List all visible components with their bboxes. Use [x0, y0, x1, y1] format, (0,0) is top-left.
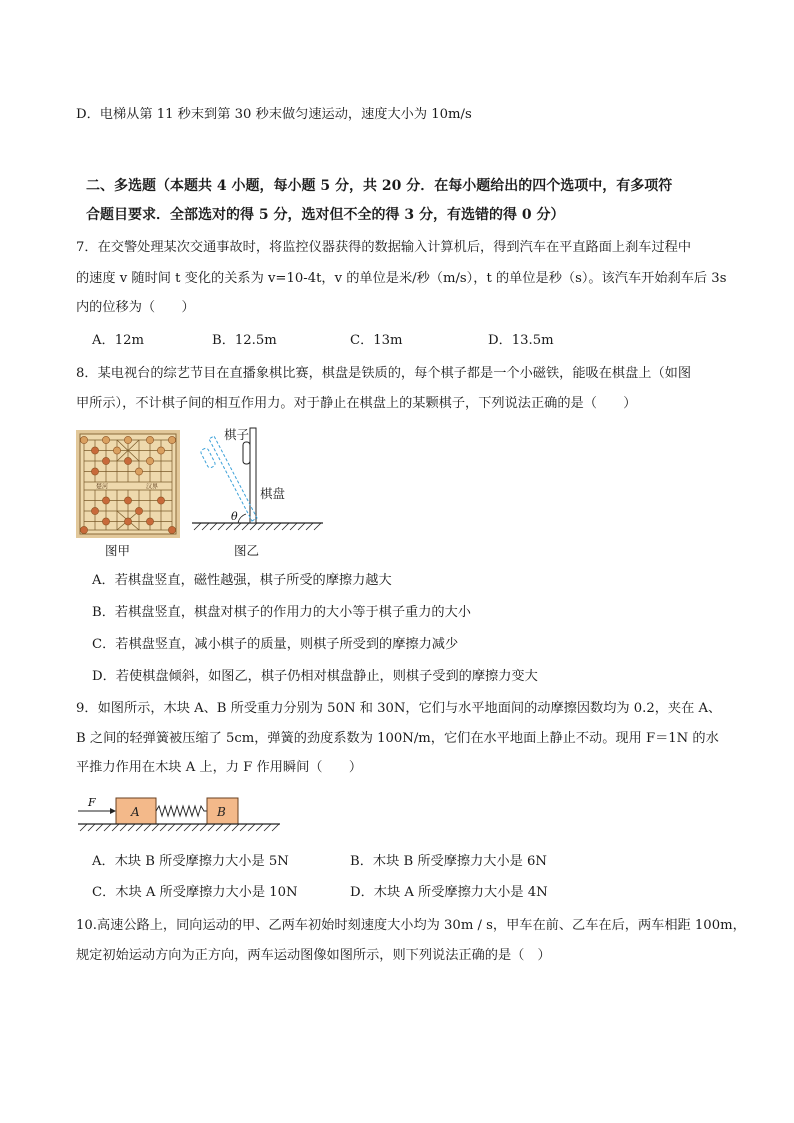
section2-title-line2: 合题目要求．全部选对的得 5 分，选对但不全的得 3 分，有选错的得 0 分）	[86, 207, 565, 223]
q9-option-c: C．木块 A 所受摩擦力大小是 10N	[92, 885, 298, 900]
section2-title-line1: 二、多选题（本题共 4 小题，每小题 5 分，共 20 分．在每小题给出的四个选项中，有多项符	[86, 178, 673, 194]
chessboard-image	[76, 430, 180, 538]
spring	[156, 806, 207, 816]
floor-hatching	[80, 824, 279, 831]
force-arrow-head	[110, 808, 116, 814]
ground-hatching	[194, 523, 321, 530]
force-label: F	[88, 796, 96, 809]
q8-stem-line2: 甲所示），不计棋子间的相互作用力。对于静止在棋盘上的某颗棋子，下列说法正确的是（ ）	[76, 396, 637, 411]
tilted-board-figure	[190, 424, 335, 540]
q10-stem-line2: 规定初始运动方向为正方向，两车运动图像如图所示，则下列说法正确的是（ ）	[76, 948, 551, 963]
q7-stem-line2: 的速度 v 随时间 t 变化的关系为 v=10-4t，v 的单位是米/秒（m/s），t 的单位是秒（s）。该汽车开始刹车后 3s	[76, 271, 727, 286]
block-b-label: B	[217, 805, 226, 819]
fig-a-caption: 图甲	[105, 543, 131, 558]
q8-stem-line1: 8．某电视台的综艺节目在直播象棋比赛，棋盘是铁质的，每个棋子都是一个小磁铁，能吸在棋盘上（如图	[76, 366, 692, 381]
label-piece: 棋子	[224, 427, 250, 442]
q9-option-a: A．木块 B 所受摩擦力大小是 5N	[92, 854, 289, 869]
q8-option-c: C．若棋盘竖直，减小棋子的质量，则棋子所受到的摩擦力减少	[92, 637, 459, 652]
q8-option-b: B．若棋盘竖直，棋盘对棋子的作用力的大小等于棋子重力的大小	[92, 605, 471, 620]
q6-option-d: D．电梯从第 11 秒末到第 30 秒末做匀速运动，速度大小为 10m/s	[76, 107, 472, 122]
tilted-board-diagram	[190, 424, 335, 540]
q9-stem-line1: 9．如图所示，木块 A、B 所受重力分别为 50N 和 30N，它们与水平地面间的动摩擦因数均为 0.2，夹在 A、	[76, 701, 722, 716]
q7-option-b: B．12.5m	[212, 333, 277, 348]
q9-option-b: B．木块 B 所受摩擦力大小是 6N	[350, 854, 547, 869]
q10-stem-line1: 10.高速公路上，同向运动的甲、乙两车初始时刻速度大小均为 30m / s，甲车在前、乙车在后，两车相距 100m，	[76, 918, 746, 933]
vertical-board	[250, 428, 256, 523]
board-river-right: 汉界	[146, 483, 159, 491]
q7-stem-line1: 7．在交警处理某次交通事故时，将监控仪器获得的数据输入计算机后，得到汽车在平直路面上刹车过程中	[76, 240, 692, 255]
block-a-label: A	[131, 805, 140, 819]
angle-arc	[238, 514, 246, 523]
q9-stem-line2: B 之间的轻弹簧被压缩了 5cm，弹簧的劲度系数为 100N/m，它们在水平地面上静止不动。现用 F＝1N 的水	[76, 731, 719, 746]
chess-piece	[243, 442, 250, 464]
label-board: 棋盘	[260, 486, 286, 501]
blocks-spring-diagram	[76, 792, 282, 832]
q7-stem-line3: 内的位移为（ ）	[76, 300, 195, 315]
q8-option-a: A．若棋盘竖直，磁性越强，棋子所受的摩擦力越大	[92, 573, 392, 588]
q7-option-a: A．12m	[92, 333, 144, 348]
q7-option-d: D．13.5m	[488, 333, 554, 348]
q9-stem-line3: 平推力作用在木块 A 上，力 F 作用瞬间（ ）	[76, 760, 363, 775]
fig-b-caption: 图乙	[234, 543, 260, 558]
theta-label: θ	[231, 510, 238, 523]
q8-option-d: D．若使棋盘倾斜，如图乙，棋子仍相对棋盘静止，则棋子受到的摩擦力变大	[92, 669, 538, 684]
q9-option-d: D．木块 A 所受摩擦力大小是 4N	[350, 885, 548, 900]
blocks-spring-figure	[76, 792, 282, 832]
chessboard-figure	[76, 430, 180, 538]
q7-option-c: C．13m	[350, 333, 403, 348]
board-river-left: 楚河	[96, 483, 109, 491]
